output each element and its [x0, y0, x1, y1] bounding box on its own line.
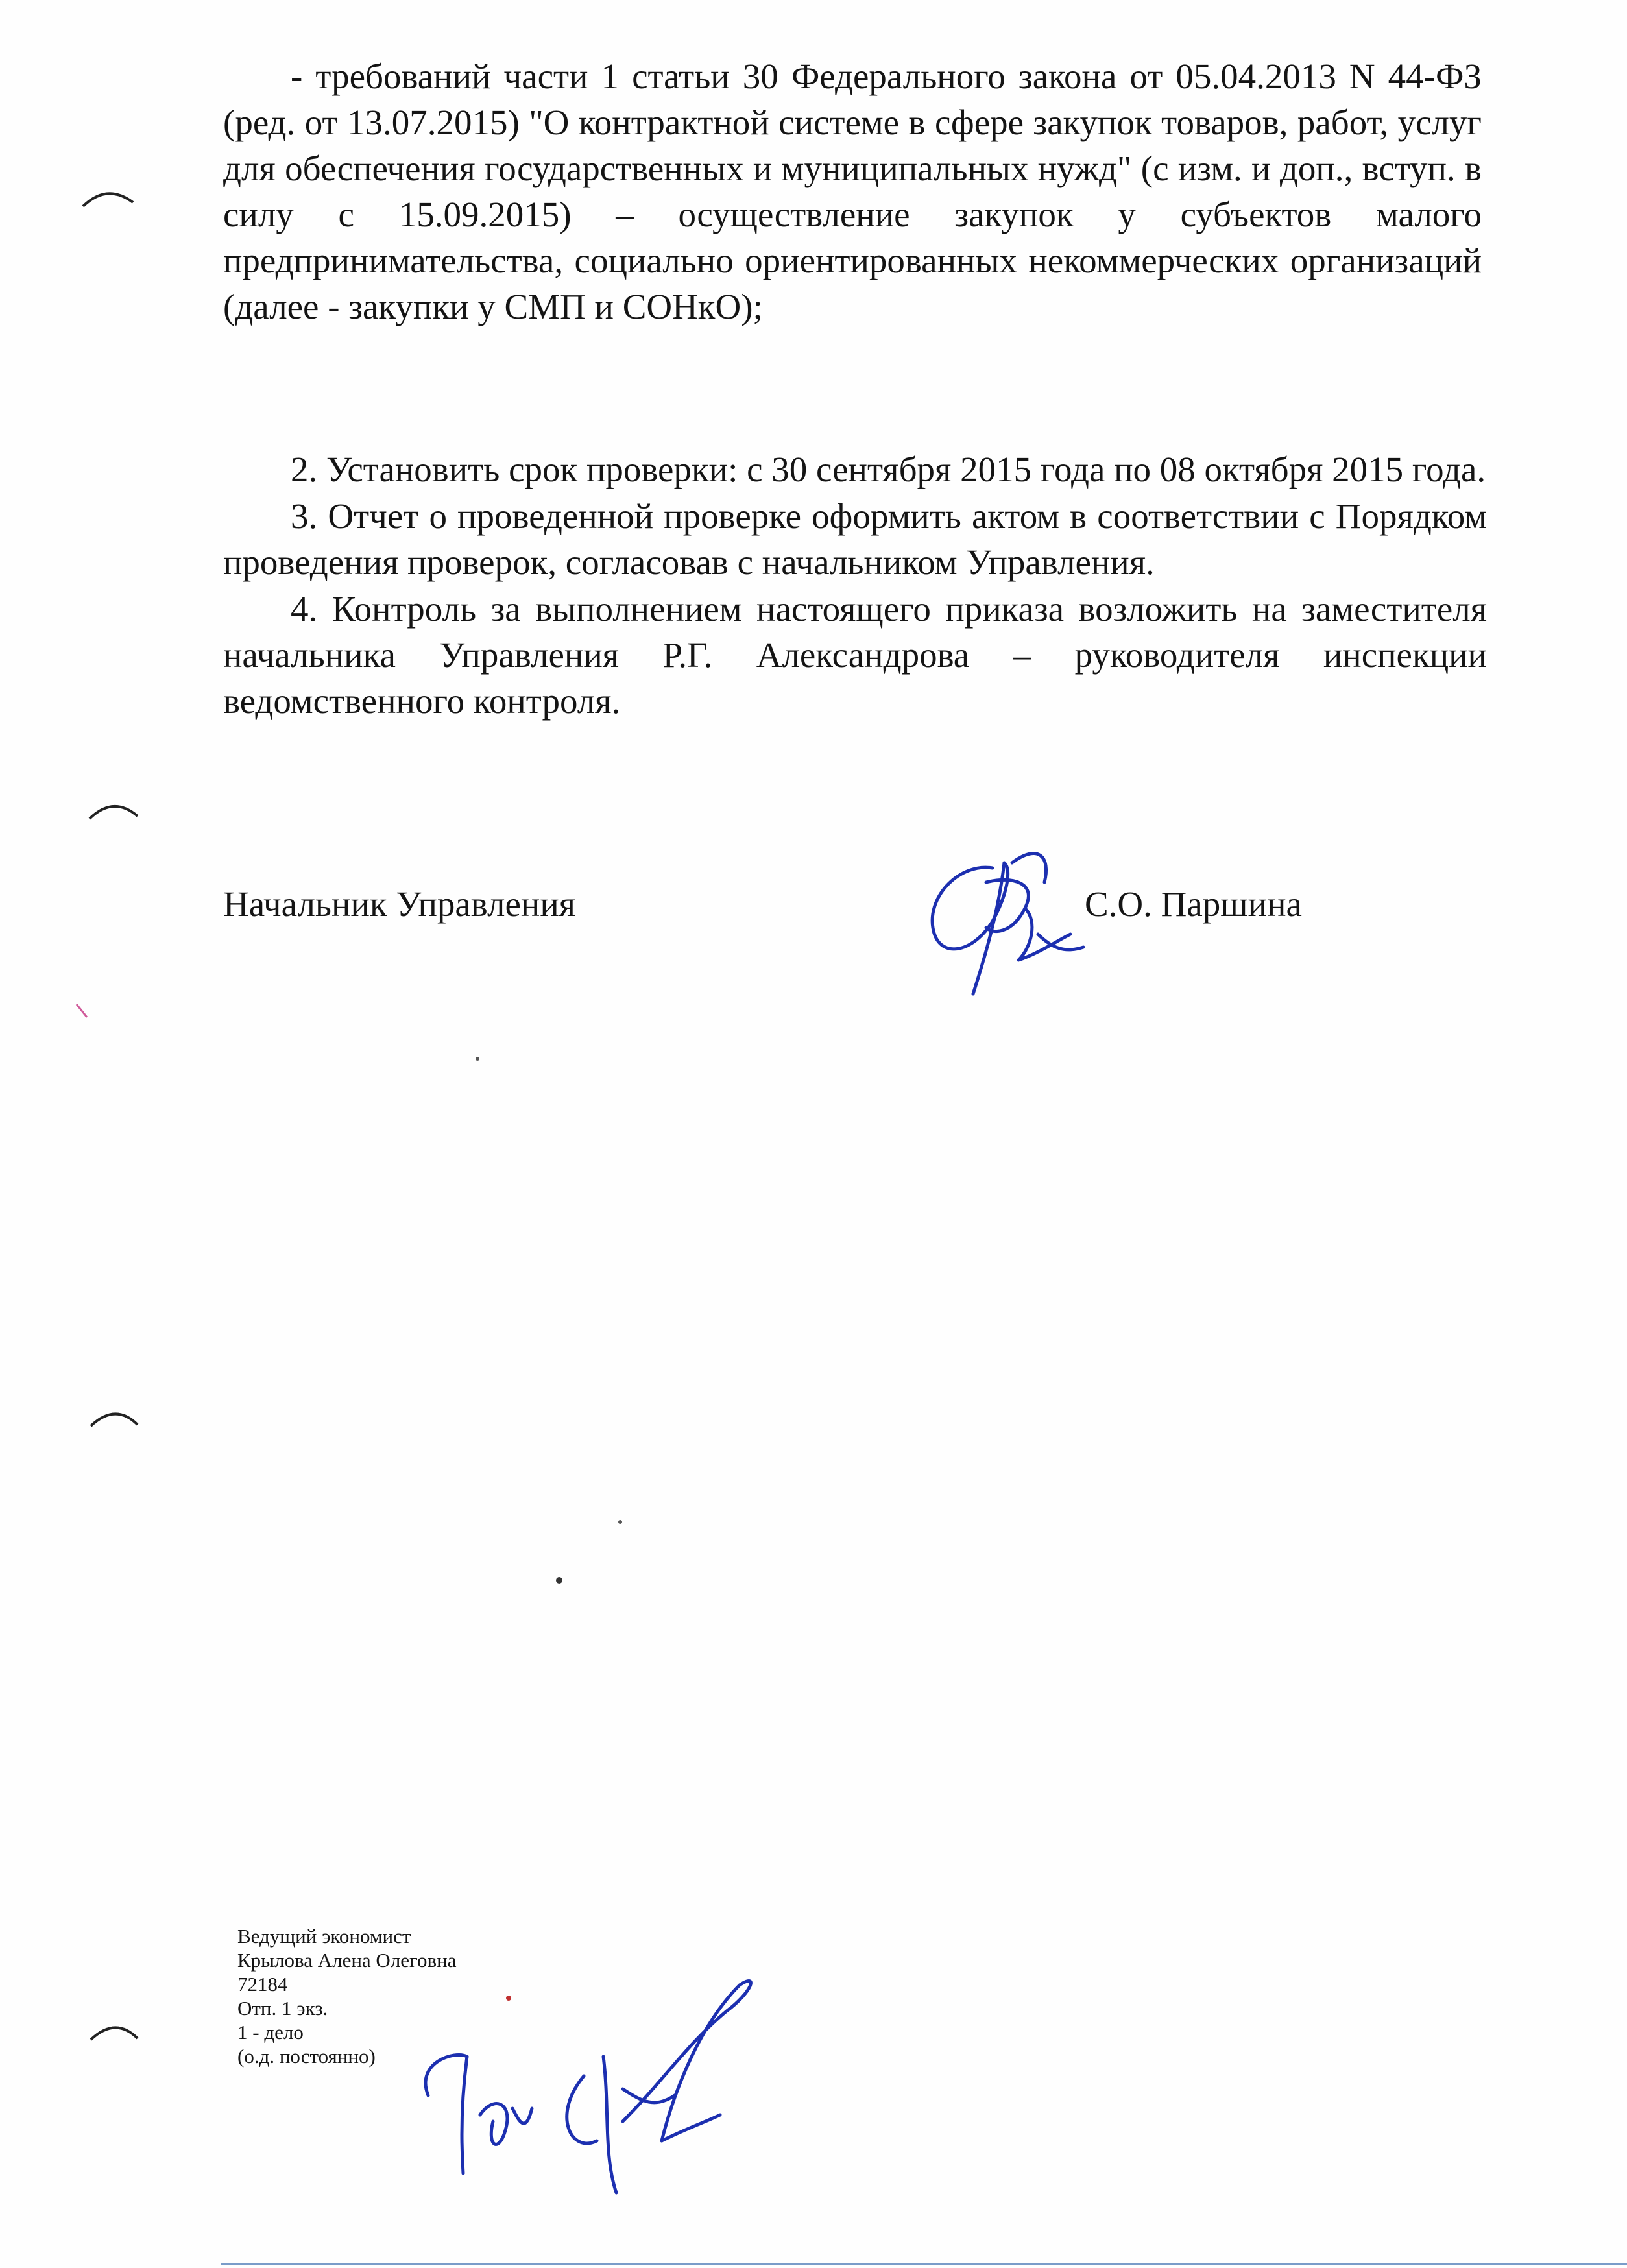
item-3: 3. Отчет о проведенной проверке оформить актом в соответствии с Порядком проведения проверок, согласовав с начальником Управления.	[223, 496, 1487, 582]
executor-position: Ведущий экономист	[237, 1925, 411, 1948]
storage-note: (о.д. постоянно)	[237, 2045, 376, 2068]
executor-signature	[426, 1981, 751, 2193]
signatory-title: Начальник Управления	[223, 884, 576, 924]
executor-name: Крылова Алена Олеговна	[237, 1949, 457, 1972]
item-2: 2. Установить срок проверки: с 30 сентября 2015 года по 08 октября 2015 года.	[291, 450, 1486, 489]
signatory-name: С.О. Паршина	[1085, 884, 1302, 924]
file-note: 1 - дело	[237, 2021, 304, 2044]
executor-footer	[237, 1924, 456, 2068]
scan-edge-line	[221, 2263, 1627, 2265]
copies-count: Отп. 1 экз.	[237, 1997, 328, 2020]
requirements-paragraph: - требований части 1 статьи 30 Федерального закона от 05.04.2013 N 44-ФЗ (ред. от 13.07.2015) "О контрактной системе в сфере закупок товаров, работ, услуг для обеспечения государственных и муниципальных нужд" (с изм. и доп., вступ. в силу с 15.09.2015) – осуществление закупок у субъектов малого предпринимательства, социально ориентированных некоммерческих организаций (далее - закупки у СМП и СОНкО);	[223, 56, 1482, 326]
head-signature	[932, 854, 1083, 994]
executor-phone: 72184	[237, 1973, 288, 1996]
item-4: 4. Контроль за выполнением настоящего приказа возложить на заместителя начальника Управления Р.Г. Александрова – руководителя инспекции ведомственного контроля.	[223, 589, 1487, 721]
